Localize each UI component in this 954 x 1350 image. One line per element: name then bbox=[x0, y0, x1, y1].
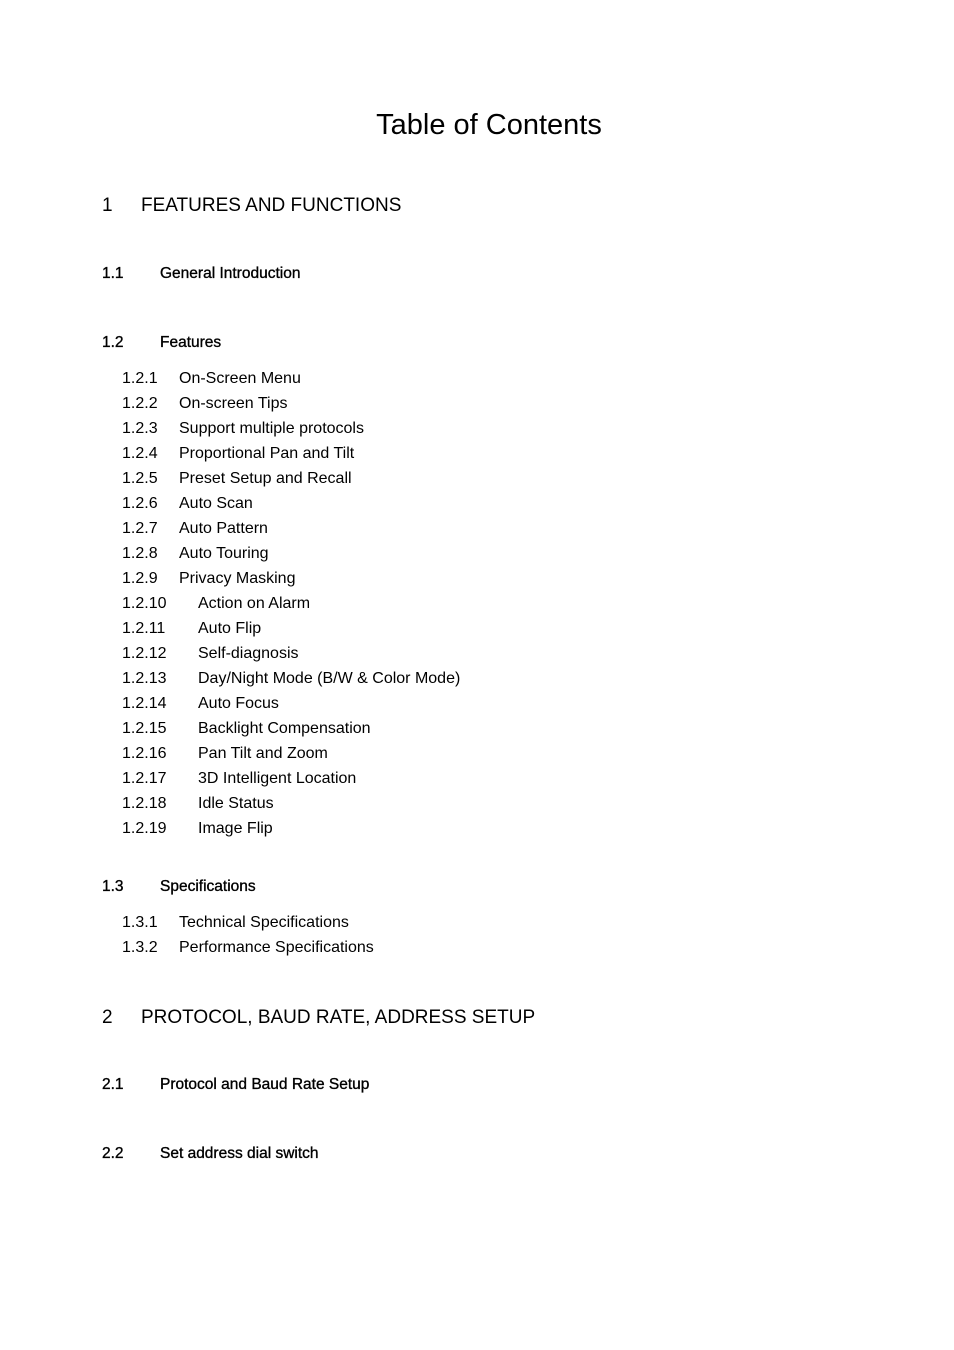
toc-entry-link[interactable]: Preset Setup and Recall bbox=[179, 470, 352, 487]
toc-entry-number: 2.1 bbox=[102, 1076, 124, 1093]
page-title: Table of Contents bbox=[376, 109, 602, 141]
toc-entry-number: 1.2.3 bbox=[122, 420, 158, 437]
toc-entry-number: 1.2.4 bbox=[122, 445, 158, 462]
toc-entry-link[interactable]: General Introduction bbox=[160, 265, 301, 282]
toc-entry-number: 1.2.14 bbox=[122, 695, 167, 712]
toc-entry-number: 1.2.12 bbox=[122, 645, 167, 662]
toc-entry-link[interactable]: On-screen Tips bbox=[179, 395, 288, 412]
toc-entry-link[interactable]: 3D Intelligent Location bbox=[198, 770, 357, 787]
toc-entry-link[interactable]: Set address dial switch bbox=[160, 1145, 319, 1162]
toc-entry-link[interactable]: Image Flip bbox=[198, 820, 273, 837]
toc-entry-number: 1 bbox=[102, 195, 113, 216]
toc-entry-number: 1.2.13 bbox=[122, 670, 167, 687]
toc-entry-link[interactable]: Proportional Pan and Tilt bbox=[179, 445, 355, 462]
toc-entry-number: 1.2.19 bbox=[122, 820, 167, 837]
toc-entry-number: 1.2 bbox=[102, 334, 124, 351]
toc-entry-number: 1.3.2 bbox=[122, 939, 158, 956]
toc-entry-link[interactable]: Protocol and Baud Rate Setup bbox=[160, 1076, 370, 1093]
toc-entry-number: 1.2.5 bbox=[122, 470, 158, 487]
toc-entry-link[interactable]: On-Screen Menu bbox=[179, 370, 301, 387]
toc-entry-number: 1.2.18 bbox=[122, 795, 167, 812]
toc-entry-link[interactable]: Performance Specifications bbox=[179, 939, 374, 956]
toc-entry-number: 1.2.11 bbox=[122, 620, 166, 637]
toc-entry-number: 1.2.2 bbox=[122, 395, 158, 412]
toc-entry-number: 1.1 bbox=[102, 265, 124, 282]
toc-entry-link[interactable]: Auto Pattern bbox=[179, 520, 268, 537]
toc-entry-link[interactable]: Auto Focus bbox=[198, 695, 279, 712]
toc-entry-number: 1.2.7 bbox=[122, 520, 158, 537]
toc-entry-number: 1.3 bbox=[102, 878, 124, 895]
toc-entry-number: 1.2.6 bbox=[122, 495, 158, 512]
toc-entry-number: 1.2.9 bbox=[122, 570, 158, 587]
toc-entry-number: 1.2.1 bbox=[122, 370, 158, 387]
toc-entry-number: 1.3.1 bbox=[122, 914, 158, 931]
toc-entry-number: 2.2 bbox=[102, 1145, 124, 1162]
toc-entry-link[interactable]: Auto Touring bbox=[179, 545, 269, 562]
toc-entry-number: 1.2.10 bbox=[122, 595, 167, 612]
toc-entry-link[interactable]: Features bbox=[160, 334, 222, 351]
toc-entry-number: 1.2.17 bbox=[122, 770, 167, 787]
toc-entry-link[interactable]: PROTOCOL, BAUD RATE, ADDRESS SETUP bbox=[141, 1007, 536, 1028]
toc-entry-link[interactable]: Support multiple protocols bbox=[179, 420, 364, 437]
toc-entry-link[interactable]: Privacy Masking bbox=[179, 570, 296, 587]
toc-entry-link[interactable]: Day/Night Mode (B/W & Color Mode) bbox=[198, 670, 461, 687]
toc-entry-link[interactable]: Pan Tilt and Zoom bbox=[198, 745, 328, 762]
toc-entry-link[interactable]: Technical Specifications bbox=[179, 914, 349, 931]
toc-entry-link[interactable]: Idle Status bbox=[198, 795, 274, 812]
toc-entry-link[interactable]: Auto Scan bbox=[179, 495, 253, 512]
toc-entry-link[interactable]: FEATURES AND FUNCTIONS bbox=[141, 195, 402, 216]
toc-entry-number: 1.2.16 bbox=[122, 745, 167, 762]
toc-entry-link[interactable]: Action on Alarm bbox=[198, 595, 311, 612]
toc-entry-link[interactable]: Backlight Compensation bbox=[198, 720, 371, 737]
toc-entry-number: 2 bbox=[102, 1007, 113, 1028]
toc-entry-number: 1.2.8 bbox=[122, 545, 158, 562]
toc-entry-link[interactable]: Auto Flip bbox=[198, 620, 262, 637]
toc-entry-link[interactable]: Specifications bbox=[160, 878, 256, 895]
toc-entry-number: 1.2.15 bbox=[122, 720, 167, 737]
toc-entry-link[interactable]: Self-diagnosis bbox=[198, 645, 299, 662]
